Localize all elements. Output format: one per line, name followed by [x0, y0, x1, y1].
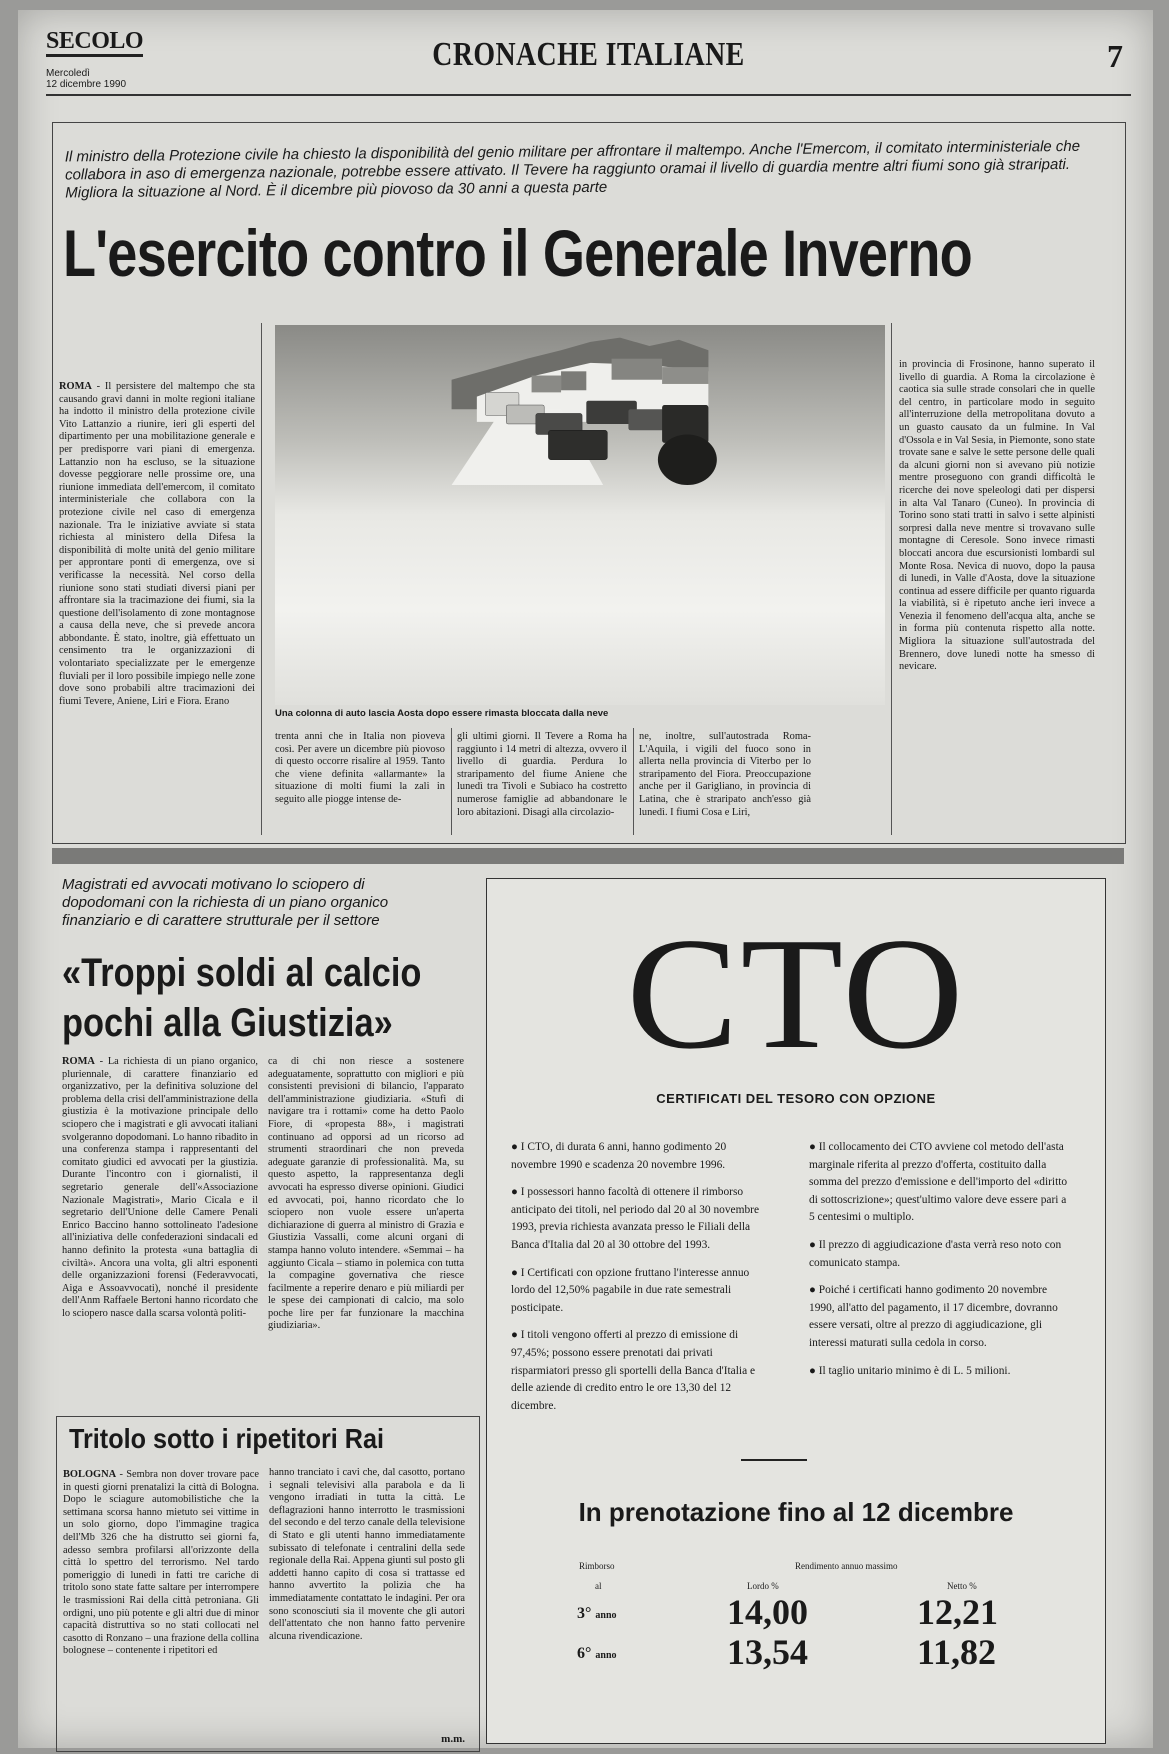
- ad-paragraph: ● I titoli vengono offerti al prezzo di emissione di 97,45%; possono essere prenotati dai privati risparmiatori presso gli sportelli della Banca d'Italia e delle aziende di credito entro le ore 13,30 del 12 dicembre.: [511, 1329, 756, 1412]
- column-divider: [891, 323, 892, 835]
- rate-lordo: 13,54: [727, 1632, 808, 1672]
- dateline-day: Mercoledì: [46, 68, 90, 79]
- column-divider: [633, 728, 634, 835]
- table-header-lordo: Lordo %: [747, 1581, 779, 1591]
- article-kicker: Il ministro della Protezione civile ha chiesto la disponibilità del genio militare per affrontare il maltempo. Anche l'Emercom, il comitato interministeriale che collabora in aso di emergenza nazionale, potrebbe essere attivato. Il Tevere ha raggiunto oramai il livello di guardia mentre altri fiumi sono già straripati. Migliora la situazione al Nord. È il dicembre più piovoso da 30 anni a questa parte: [64, 137, 1081, 202]
- newspaper-logo: SECOLO: [46, 28, 143, 57]
- year-label: anno: [595, 1610, 617, 1621]
- ad-paragraph: ● I CTO, di durata 6 anni, hanno godimento 20 novembre 1990 e scadenza 20 novembre 1996.: [511, 1141, 727, 1171]
- table-header-rendimento: Rendimento annuo massimo: [795, 1561, 898, 1571]
- year-number: 3°: [577, 1605, 592, 1622]
- column-text: - La richiesta di un piano organico, pluriennale, di carattere finanziario ed organizzativo, per la definitiva soluzione del problema della crisi dell'amministrazione della giustizia è la motivazione principale dello sciopero che i magistrati e gli avvocati italiani svolgeranno dopodomani. Lo hanno ribadito in una conferenza stampa i rappresentanti del comitato giudici ed avvocati per la giustizia. Durante l'incontro con i giornalisti, il segretario generale dell'«Associazione Nazionale Magistrati», Mario Cicala e il segretario dell'Unione delle Camere Penali Enrico Baccino hanno sottolineato l'adesione all'iniziativa delle confederazioni sindacali ed hanno definito la protesta «una battaglia di civiltà». Ancora una volta, gli altri esponenti delle organizzazioni forensi (Federavvocati, Aiga e Assoavvocati), nonché il presidente dell'Anm Raffaele Bertoni hanno ricordato che lo sciopero nasce dalla scarsa volontà politi-: [62, 1056, 258, 1319]
- ad-paragraph: ● Poiché i certificati hanno godimento 20 novembre 1990, all'atto del pagamento, il 17 dicembre, dovranno essere versati, oltre al prezzo di aggiudicazione, gli interessi maturati sulla cedola in corso.: [809, 1284, 1058, 1349]
- ad-brand: CTO: [626, 904, 966, 1082]
- photo-caption: Una colonna di auto lascia Aosta dopo essere rimasta bloccata dalla neve: [275, 708, 609, 719]
- column-lead: BOLOGNA: [63, 1469, 117, 1480]
- article-column: gli ultimi giorni. Il Tevere a Roma ha raggiunto i 14 metri di altezza, ovvero il livello di guardia. Perdura lo straripamento del fiume Aniene che lunedì tra Tivoli e Subiaco ha costretto numerose famiglie ad abbandonare le loro abitazioni. Disagi alla circolazio-: [457, 731, 627, 818]
- rate-netto: 11,82: [917, 1632, 997, 1672]
- column-text: - Il persistere del maltempo che sta causando gravi danni in molte regioni italiane ha indotto il ministro della protezione civile Vito Lattanzio a riunire, ieri gli esperti del dipartimento per una mobilitazione generale e per predisporre vari piani di emergenza. Lattanzio non ha escluso, se la situazione dovesse peggiorare nelle prossime ore, una riunione immediata dell'emercom, il comitato interministeriale che collabora con la protezione civile nel caso di emergenza nazionale. Tra le iniziative avviate si stata richiesta al ministero della Difesa la disponibilità di molte unità del genio militare per approntare ponti di emergenza, ove si verificasse la necessità. Nel corso della riunione sono stati studiati diversi piani per affrontare sia la tracimazione dei fiumi, sia la questione dell'isolamento di zone montagnose a causa della neve, che si prevede ancora abbondante. È stato, inoltre, già effettuato un censimento tra le organizzazioni di volontariato specializzate per le emergenze fluviali per il loro possibile impiego nelle zone dove sono probabili altre tracimazioni dei fiumi Tevere, Aniene, Liri e Fiora. Erano: [59, 381, 255, 707]
- separator-band: [52, 848, 1124, 864]
- ad-column-right: [809, 1139, 1071, 1390]
- rate-lordo: 14,00: [727, 1592, 808, 1632]
- table-header-netto: Netto %: [947, 1581, 977, 1591]
- ad-paragraph: ● Il taglio unitario minimo è di L. 5 milioni.: [809, 1364, 1011, 1377]
- dateline: [46, 68, 126, 90]
- article-headline: L'esercito contro il Generale Inverno: [63, 216, 972, 290]
- snow-traffic-photo: [275, 325, 885, 705]
- author-signature: m.m.: [441, 1733, 465, 1745]
- rate-netto: 12,21: [917, 1592, 998, 1632]
- ad-booking-deadline: In prenotazione fino al 12 dicembre: [578, 1497, 1014, 1527]
- table-header-rimborso: Rimborso: [579, 1561, 615, 1571]
- section-title: CRONACHE ITALIANE: [432, 36, 745, 73]
- table-row-year: [577, 1645, 617, 1663]
- article-kicker: Magistrati ed avvocati motivano lo sciopero di dopodomani con la richiesta di un piano organico finanziario e di carattere strutturale per il settore: [62, 876, 389, 929]
- column-lead: ROMA: [59, 381, 92, 392]
- ad-paragraph: ● Il collocamento dei CTO avviene col metodo dell'asta marginale riferita al prezzo d'offerta, costituito dalla somma del prezzo d'emissione e dell'importo del «diritto di sottoscrizione»; quest'ultimo valore deve essere pari a 5 centesimi o multiplo.: [809, 1141, 1068, 1224]
- ad-paragraph: ● I Certificati con opzione fruttano l'interesse annuo lordo del 12,50% pagabile in due rate semestrali posticipate.: [511, 1266, 750, 1314]
- article-column: ca di chi non riesce a sostenere adeguatamente, soprattutto con migliori e più consistenti previsioni di bilancio, l'apparato dell'amministrazione giudiziaria. «Stufi di navigare tra i rottami» come ha detto Paolo Fiore, di «propesta 88», i magistrati continuano ad opporsi ad un ricorso ad strumenti straordinari che non preveda adeguate garanzie di professionalità. Ma, su questo aspetto, la rappresentanza degli avvocati ha espresso diverse opinioni. Giudici ed avvocati, poi, hanno ricordato che lo sciopero non vuole essere un'aperta dichiarazione di guerra al ministro di Grazia e Giustizia Vassalli, come alcuni organi di stampa hanno voluto intendere. «Semmai – ha aggiunto Cicala – stiamo in polemica con tutta la compagine governativa che riesce facilmente a reperire denaro e più miliardi per le spese dei campionati di calcio, ma solo poche lire per far funzionare la macchina giudiziaria».: [268, 1056, 464, 1332]
- year-label: anno: [595, 1650, 617, 1661]
- article-headline: Tritolo sotto i ripetitori Rai: [69, 1423, 384, 1454]
- article-tritolo: [56, 1416, 480, 1752]
- cto-advertisement: [486, 878, 1106, 1744]
- article-column: hanno tranciato i cavi che, dal casotto, portano i segnali televisivi alla parabola e da lì vengono irradiati in tutta la città. Le deflagrazioni hanno interrotto le trasmissioni del secondo e del terzo canale della televisione di Stato e gli utenti hanno immediatamente subissato di telefonate i centralini della sede regionale della Rai. Appena giunti sul posto gli addetti hanno capito di cosa si trattasse ed hanno avvertito la polizia che ha immediatamente contattato le indagini. Per ora sono sconosciuti sia il movente che gli autori dell'attentato che non hanno fatto pervenire alcuna rivendicazione.: [269, 1467, 465, 1642]
- column-divider: [261, 323, 262, 835]
- article-column: trenta anni che in Italia non pioveva così. Per avere un dicembre più piovoso di questo occorre risalire al 1959. Tanto che viene definita «allarmante» la situazione di molti fiumi la zali in seguito alle piogge intense de-: [275, 731, 445, 805]
- masthead: [46, 24, 1131, 96]
- ad-paragraph: ● Il prezzo di aggiudicazione d'asta verrà reso noto con comunicato stampa.: [809, 1238, 1062, 1269]
- article-maltempo: [52, 122, 1126, 844]
- article-column: in provincia di Frosinone, hanno superato il livello di guardia. A Roma la circolazione è caotica sia sulle strade consolari che in quelle del centro, in particolare modo in seguito all'interruzione della metropolitana dovuto a un guasto causato da un fulmine. In Val d'Ossola e in Val Sesia, in Piemonte, sono state trovate sane e salve le sette persone delle quali da alcuni giorni non si avevano più notizie mentre proseguono con grandi difficoltà le ricerche dei nove speleologi dati per dispersi in alta Val Tanaro (Cuneo). In provincia di Torino sono stati tratti in salvo i sette alpinisti sorpresi dalla neve mentre si trovavano sulle montagne di Ceresole. Sono invece rimasti bloccati ancora due escursionisti lombardi sul Monte Rosa. Nevica di nuovo, dopo la pausa di lunedì, in Valle d'Aosta, dove la situazione continua ad essere difficile per quanto riguarda la viabilità, si è ripetuto anche ieri invece a Venezia il fenomeno dell'acqua alta, anche se in forma più contenuta rispetto alla notte. Migliora la situazione sull'autostrada del Brennero, dove lunedì notte ha smesso di nevicare.: [899, 359, 1095, 673]
- year-number: 6°: [577, 1645, 592, 1662]
- ad-divider: [741, 1459, 807, 1461]
- article-column: ne, inoltre, sull'autostrada Roma-L'Aquila, i vigili del fuoco sono in allerta nella provincia di Viterbo per lo straripamento del Fiora. Preoccupazione anche per il Garigliano, in provincia di Latina, che è straripato anch'esso già lunedì. I fiumi Cosa e Liri,: [639, 731, 811, 818]
- newspaper-page: [18, 10, 1153, 1748]
- photo-illustration: [275, 325, 885, 485]
- column-text: - Sembra non dover trovare pace in questi giorni prenatalizi la città di Bologna. Dopo le sciagure automobilistiche che la settimana scorsa hanno mietuto sei vittime in un solo giorno, dopo l'immagine tragica dell'Mb 326 che ha distrutto sei giorni fa, adesso sembra profilarsi all'orizzonte della città lo spettro del terrorismo. Nel tardo pomeriggio di lunedì in fatti tre cariche di tritolo sono state fatte saltare per interrompere le trasmissioni Rai della città petroniana. Gli ordigni, uno più potente e gli altri due di minor capacità distruttiva so no stati collocati nel casotto di Ronzano – una frazione della collina bolognese – contenente i ripetitori ed: [63, 1469, 259, 1657]
- article-column: [63, 1469, 259, 1747]
- dateline-date: 12 dicembre 1990: [46, 79, 127, 90]
- ad-subtitle: CERTIFICATI DEL TESORO CON OPZIONE: [656, 1091, 936, 1106]
- page-number: 7: [1107, 38, 1123, 74]
- article-column: [59, 381, 255, 837]
- article-column: [62, 1056, 258, 1400]
- ad-paragraph: ● I possessori hanno facoltà di ottenere il rimborso anticipato dei titoli, nel periodo dal 20 al 30 novembre 1993, previa richiesta avanzata presso le Filiali della Banca d'Italia dal 20 al 30 ottobre del 1993.: [511, 1186, 759, 1251]
- table-row-year: [577, 1605, 617, 1623]
- column-lead: ROMA: [62, 1056, 95, 1067]
- ad-column-left: [511, 1139, 773, 1425]
- article-headline: «Troppi soldi al calcio pochi alla Giustizia»: [62, 951, 422, 1045]
- column-divider: [451, 728, 452, 835]
- table-header-al: al: [595, 1581, 602, 1591]
